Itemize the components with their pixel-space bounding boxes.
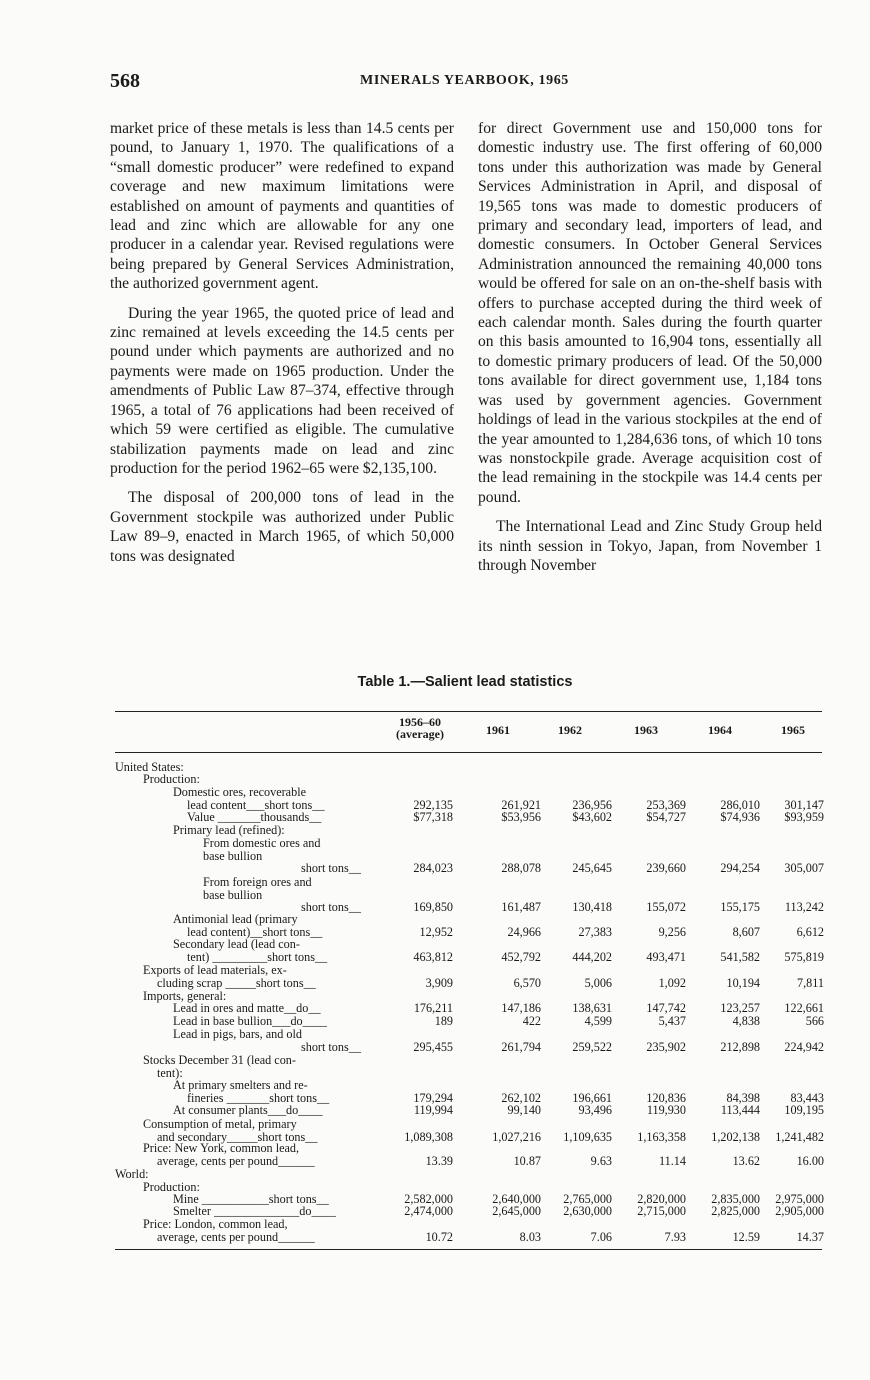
- table-cell: 8,607: [732, 924, 760, 939]
- table-cell: $77,318: [413, 810, 453, 824]
- table-cell: 288,078: [501, 861, 541, 876]
- row-label: Antimonial lead (primary: [173, 912, 298, 926]
- table-cell: 284,023: [413, 861, 453, 876]
- table-cell: 2,835,000: [711, 1192, 760, 1206]
- row-label: base bullion: [203, 848, 263, 863]
- table-cell: 2,905,000: [775, 1204, 824, 1218]
- row-label: Smelter ______________do____: [173, 1204, 336, 1218]
- table-bottom-rule: [115, 1249, 822, 1250]
- table-cell: 261,921: [501, 797, 541, 812]
- table-cell: 1,109,635: [563, 1129, 612, 1144]
- table-cell: 99,140: [507, 1103, 541, 1117]
- table-cell: 120,836: [646, 1090, 686, 1105]
- table-cell: 1,027,216: [492, 1129, 541, 1144]
- table-cell: 9,256: [658, 924, 686, 939]
- row-label: Mine ___________short tons__: [173, 1192, 329, 1206]
- column-header: 1963: [634, 723, 658, 737]
- table-cell: 176,211: [413, 1001, 453, 1015]
- page-header: [110, 70, 825, 100]
- table-cell: 161,487: [501, 900, 541, 915]
- row-label: Price: New York, common lead,: [143, 1141, 300, 1155]
- table-cell: 169,850: [413, 900, 453, 915]
- row-label: Stocks December 31 (lead con-: [143, 1053, 296, 1067]
- row-label: Secondary lead (lead con-: [173, 937, 300, 951]
- row-label: Value _______thousands__: [187, 810, 322, 824]
- table-cell: 2,715,000: [637, 1204, 686, 1218]
- table-cell: 2,765,000: [563, 1192, 612, 1206]
- table-cell: 259,522: [572, 1039, 612, 1054]
- table-cell: 2,474,000: [404, 1204, 453, 1218]
- table-cell: 292,135: [413, 797, 453, 812]
- table-cell: $93,959: [784, 810, 824, 824]
- paragraph: for direct Government use and 150,000 tons for domestic industry use. The first offering of 60,000 tons under this authorization was made by General Services Administration in April, and disposal of 19,565 tons was made to domestic producers of primary and secondary lead, importers of lead, and domestic consumers. In October General Services Administration announced the remaining 40,000 tons would be offered for sale on an on-the-shelf basis with offers to purchase accepted during the third week of each calendar month. Sales during the fourth quarter on this basis amounted to 16,904 tons, essentially all to domestic primary producers of lead. Of the 50,000 tons available for direct government use, 1,184 tons was used by government agencies. Government holdings of lead in the various stockpiles at the end of the year amounted to 1,284,636 tons, of which 10 tons was nonstockpile grade. Average acquisition cost of the lead remaining in the stockpile was 14.4 cents per pound.: [478, 120, 822, 506]
- table-cell: 196,661: [572, 1090, 612, 1105]
- row-label: Consumption of metal, primary: [143, 1117, 297, 1131]
- row-label: short tons__: [301, 861, 361, 876]
- table-cell: 1,092: [658, 975, 686, 990]
- table-cell: 239,660: [646, 861, 686, 876]
- table-cell: 2,640,000: [492, 1192, 541, 1206]
- table-cell: 2,582,000: [404, 1192, 453, 1206]
- table-cell: 14.37: [796, 1229, 824, 1244]
- table-cell: 236,956: [572, 797, 612, 812]
- column-header: 1956–60 (average): [396, 715, 444, 741]
- table-cell: 130,418: [572, 900, 612, 915]
- left-text-column: [110, 119, 454, 576]
- table-cell: 1,202,138: [711, 1129, 760, 1144]
- row-label: average, cents per pound______: [157, 1153, 315, 1168]
- row-label: lead content___short tons__: [187, 797, 325, 812]
- table-cell: 2,825,000: [711, 1204, 760, 1218]
- table-cell: 155,175: [720, 900, 760, 915]
- column-header: 1961: [486, 723, 510, 737]
- row-label: At consumer plants___do____: [173, 1103, 323, 1117]
- table-cell: 253,369: [646, 797, 686, 812]
- table-cell: 6,570: [513, 975, 541, 990]
- row-label: Production:: [143, 1180, 200, 1194]
- table-cell: 83,443: [790, 1090, 824, 1105]
- row-label: average, cents per pound______: [157, 1229, 315, 1244]
- table-cell: 541,582: [720, 949, 760, 964]
- row-label: From foreign ores and: [203, 875, 312, 889]
- table-cell: 3,909: [425, 975, 453, 990]
- table-top-rule: [115, 711, 822, 712]
- row-label: Production:: [143, 772, 200, 786]
- table-cell: 138,631: [572, 1001, 612, 1015]
- table-cell: 2,975,000: [775, 1192, 824, 1206]
- row-label: At primary smelters and re-: [173, 1078, 308, 1092]
- table-cell: 113,242: [784, 900, 824, 915]
- row-label: Primary lead (refined):: [173, 823, 285, 837]
- table-cell: 575,819: [784, 949, 824, 964]
- row-label: Price: London, common lead,: [143, 1217, 288, 1231]
- table-cell: 13.62: [732, 1153, 760, 1168]
- table-cell: 301,147: [784, 797, 824, 812]
- table-cell: 6,612: [796, 924, 824, 939]
- table-cell: 422: [522, 1014, 541, 1028]
- table-cell: 189: [434, 1014, 453, 1028]
- row-label: Lead in pigs, bars, and old: [173, 1027, 302, 1041]
- table-header-rule: [115, 752, 822, 753]
- table-cell: 5,006: [584, 975, 612, 990]
- table-cell: 493,471: [646, 949, 686, 964]
- table-cell: 1,089,308: [404, 1129, 453, 1144]
- table-cell: 10,194: [726, 975, 760, 990]
- table-cell: 123,257: [720, 1001, 760, 1015]
- column-header: 1964: [708, 723, 732, 737]
- table-cell: 147,742: [646, 1001, 686, 1015]
- table-cell: 2,630,000: [563, 1204, 612, 1218]
- table-cell: 113,444: [720, 1103, 760, 1117]
- table-cell: 235,902: [646, 1039, 686, 1054]
- table-cell: 7.06: [590, 1229, 612, 1244]
- table-cell: 10.87: [513, 1153, 541, 1168]
- row-label: and secondary_____short tons__: [157, 1129, 318, 1144]
- table-cell: 566: [805, 1014, 824, 1028]
- row-label: From domestic ores and: [203, 836, 321, 850]
- table-cell: 7,811: [797, 975, 824, 990]
- table-cell: 294,254: [720, 861, 760, 876]
- table-cell: 119,994: [413, 1103, 453, 1117]
- row-label: Domestic ores, recoverable: [173, 785, 306, 799]
- row-label: United States:: [115, 760, 184, 774]
- running-title: MINERALS YEARBOOK, 1965: [360, 73, 569, 88]
- table-cell: 12.59: [732, 1229, 760, 1244]
- table-cell: 261,794: [501, 1039, 541, 1054]
- table-cell: 1,163,358: [637, 1129, 686, 1144]
- table-cell: 5,437: [658, 1014, 686, 1028]
- table-cell: 9.63: [590, 1153, 612, 1168]
- row-label: cluding scrap _____short tons__: [157, 975, 316, 990]
- row-label: World:: [115, 1167, 149, 1181]
- table-cell: 305,007: [784, 861, 824, 876]
- row-label: lead content)__short tons__: [187, 924, 323, 939]
- paragraph: market price of these metals is less than 14.5 cents per pound, to January 1, 1970. The qualifications of a “small domestic producer” were redefined to expand coverage and new maximum limitations were established on amount of payments and quantities of lead and zinc which are allowable for any one producer in a calendar year. Revised regulations were being prepared by General Services Administration, the authorized government agent.: [110, 120, 454, 293]
- table-cell: 463,812: [413, 949, 453, 964]
- table-cell: 262,102: [501, 1090, 541, 1105]
- table-title: Table 1.—Salient lead statistics: [357, 674, 573, 690]
- row-label: Imports, general:: [143, 989, 227, 1003]
- row-label: base bullion: [203, 887, 263, 902]
- table-cell: 452,792: [501, 949, 541, 964]
- table-cell: 27,383: [578, 924, 612, 939]
- table-cell: 7.93: [664, 1229, 686, 1244]
- table-cell: 119,930: [646, 1103, 686, 1117]
- table-cell: 10.72: [425, 1229, 453, 1244]
- table-cell: 109,195: [784, 1103, 824, 1117]
- table-cell: 4,599: [584, 1014, 612, 1028]
- table-cell: 8.03: [519, 1229, 541, 1244]
- table-cell: 179,294: [413, 1090, 453, 1105]
- table-cell: $43,602: [572, 810, 612, 824]
- table-cell: $54,727: [646, 810, 686, 824]
- table-cell: 12,952: [419, 924, 453, 939]
- table-cell: 224,942: [784, 1039, 824, 1054]
- table-cell: 24,966: [507, 924, 541, 939]
- table-cell: 286,010: [720, 797, 760, 812]
- paragraph: The disposal of 200,000 tons of lead in the Government stockpile was authorized under Public Law 89–9, enacted in March 1965, of which 50,000 tons was designated: [110, 489, 454, 565]
- table-cell: 212,898: [720, 1039, 760, 1054]
- paragraph: The International Lead and Zinc Study Group held its ninth session in Tokyo, Japan, from November 1 through November: [478, 518, 822, 574]
- table-cell: 2,820,000: [637, 1192, 686, 1206]
- row-label: tent):: [157, 1065, 183, 1080]
- table-cell: 245,645: [572, 861, 612, 876]
- paragraph: During the year 1965, the quoted price of lead and zinc remained at levels exceeding the 14.5 cents per pound under which payments are authorized and no payments were made on 1965 production. Under the amendments of Public Law 87–374, effective through 1965, a total of 76 applications had been received of which 59 were certified as eligible. The cumulative stabilization payments made on lead and zinc production for the period 1962–65 were $2,135,100.: [110, 304, 454, 477]
- right-text-column: [478, 119, 822, 585]
- row-label: short tons__: [301, 900, 361, 915]
- table-cell: 1,241,482: [775, 1129, 824, 1144]
- table-cell: $53,956: [501, 810, 541, 824]
- table-cell: 2,645,000: [492, 1204, 541, 1218]
- table-cell: 147,186: [501, 1001, 541, 1015]
- table-cell: 444,202: [572, 949, 612, 964]
- row-label: Lead in ores and matte__do__: [173, 1001, 321, 1015]
- column-header: 1965: [781, 723, 805, 737]
- column-header: 1962: [558, 723, 582, 737]
- row-label: fineries _______short tons__: [187, 1090, 330, 1105]
- table-cell: 4,838: [732, 1014, 760, 1028]
- table-cell: 122,661: [784, 1001, 824, 1015]
- table-cell: 84,398: [726, 1090, 760, 1105]
- table-cell: 16.00: [796, 1153, 824, 1168]
- table-cell: $74,936: [720, 810, 760, 824]
- table-cell: 295,455: [413, 1039, 453, 1054]
- page-number: 568: [110, 70, 140, 92]
- row-label: short tons__: [301, 1039, 361, 1054]
- table-cell: 11.14: [659, 1153, 686, 1168]
- row-label: tent) _________short tons__: [187, 949, 328, 964]
- row-label: Exports of lead materials, ex-: [143, 963, 287, 977]
- table-cell: 13.39: [425, 1153, 453, 1168]
- row-label: Lead in base bullion___do____: [173, 1014, 328, 1028]
- table-cell: 155,072: [646, 900, 686, 915]
- table-cell: 93,496: [578, 1103, 612, 1117]
